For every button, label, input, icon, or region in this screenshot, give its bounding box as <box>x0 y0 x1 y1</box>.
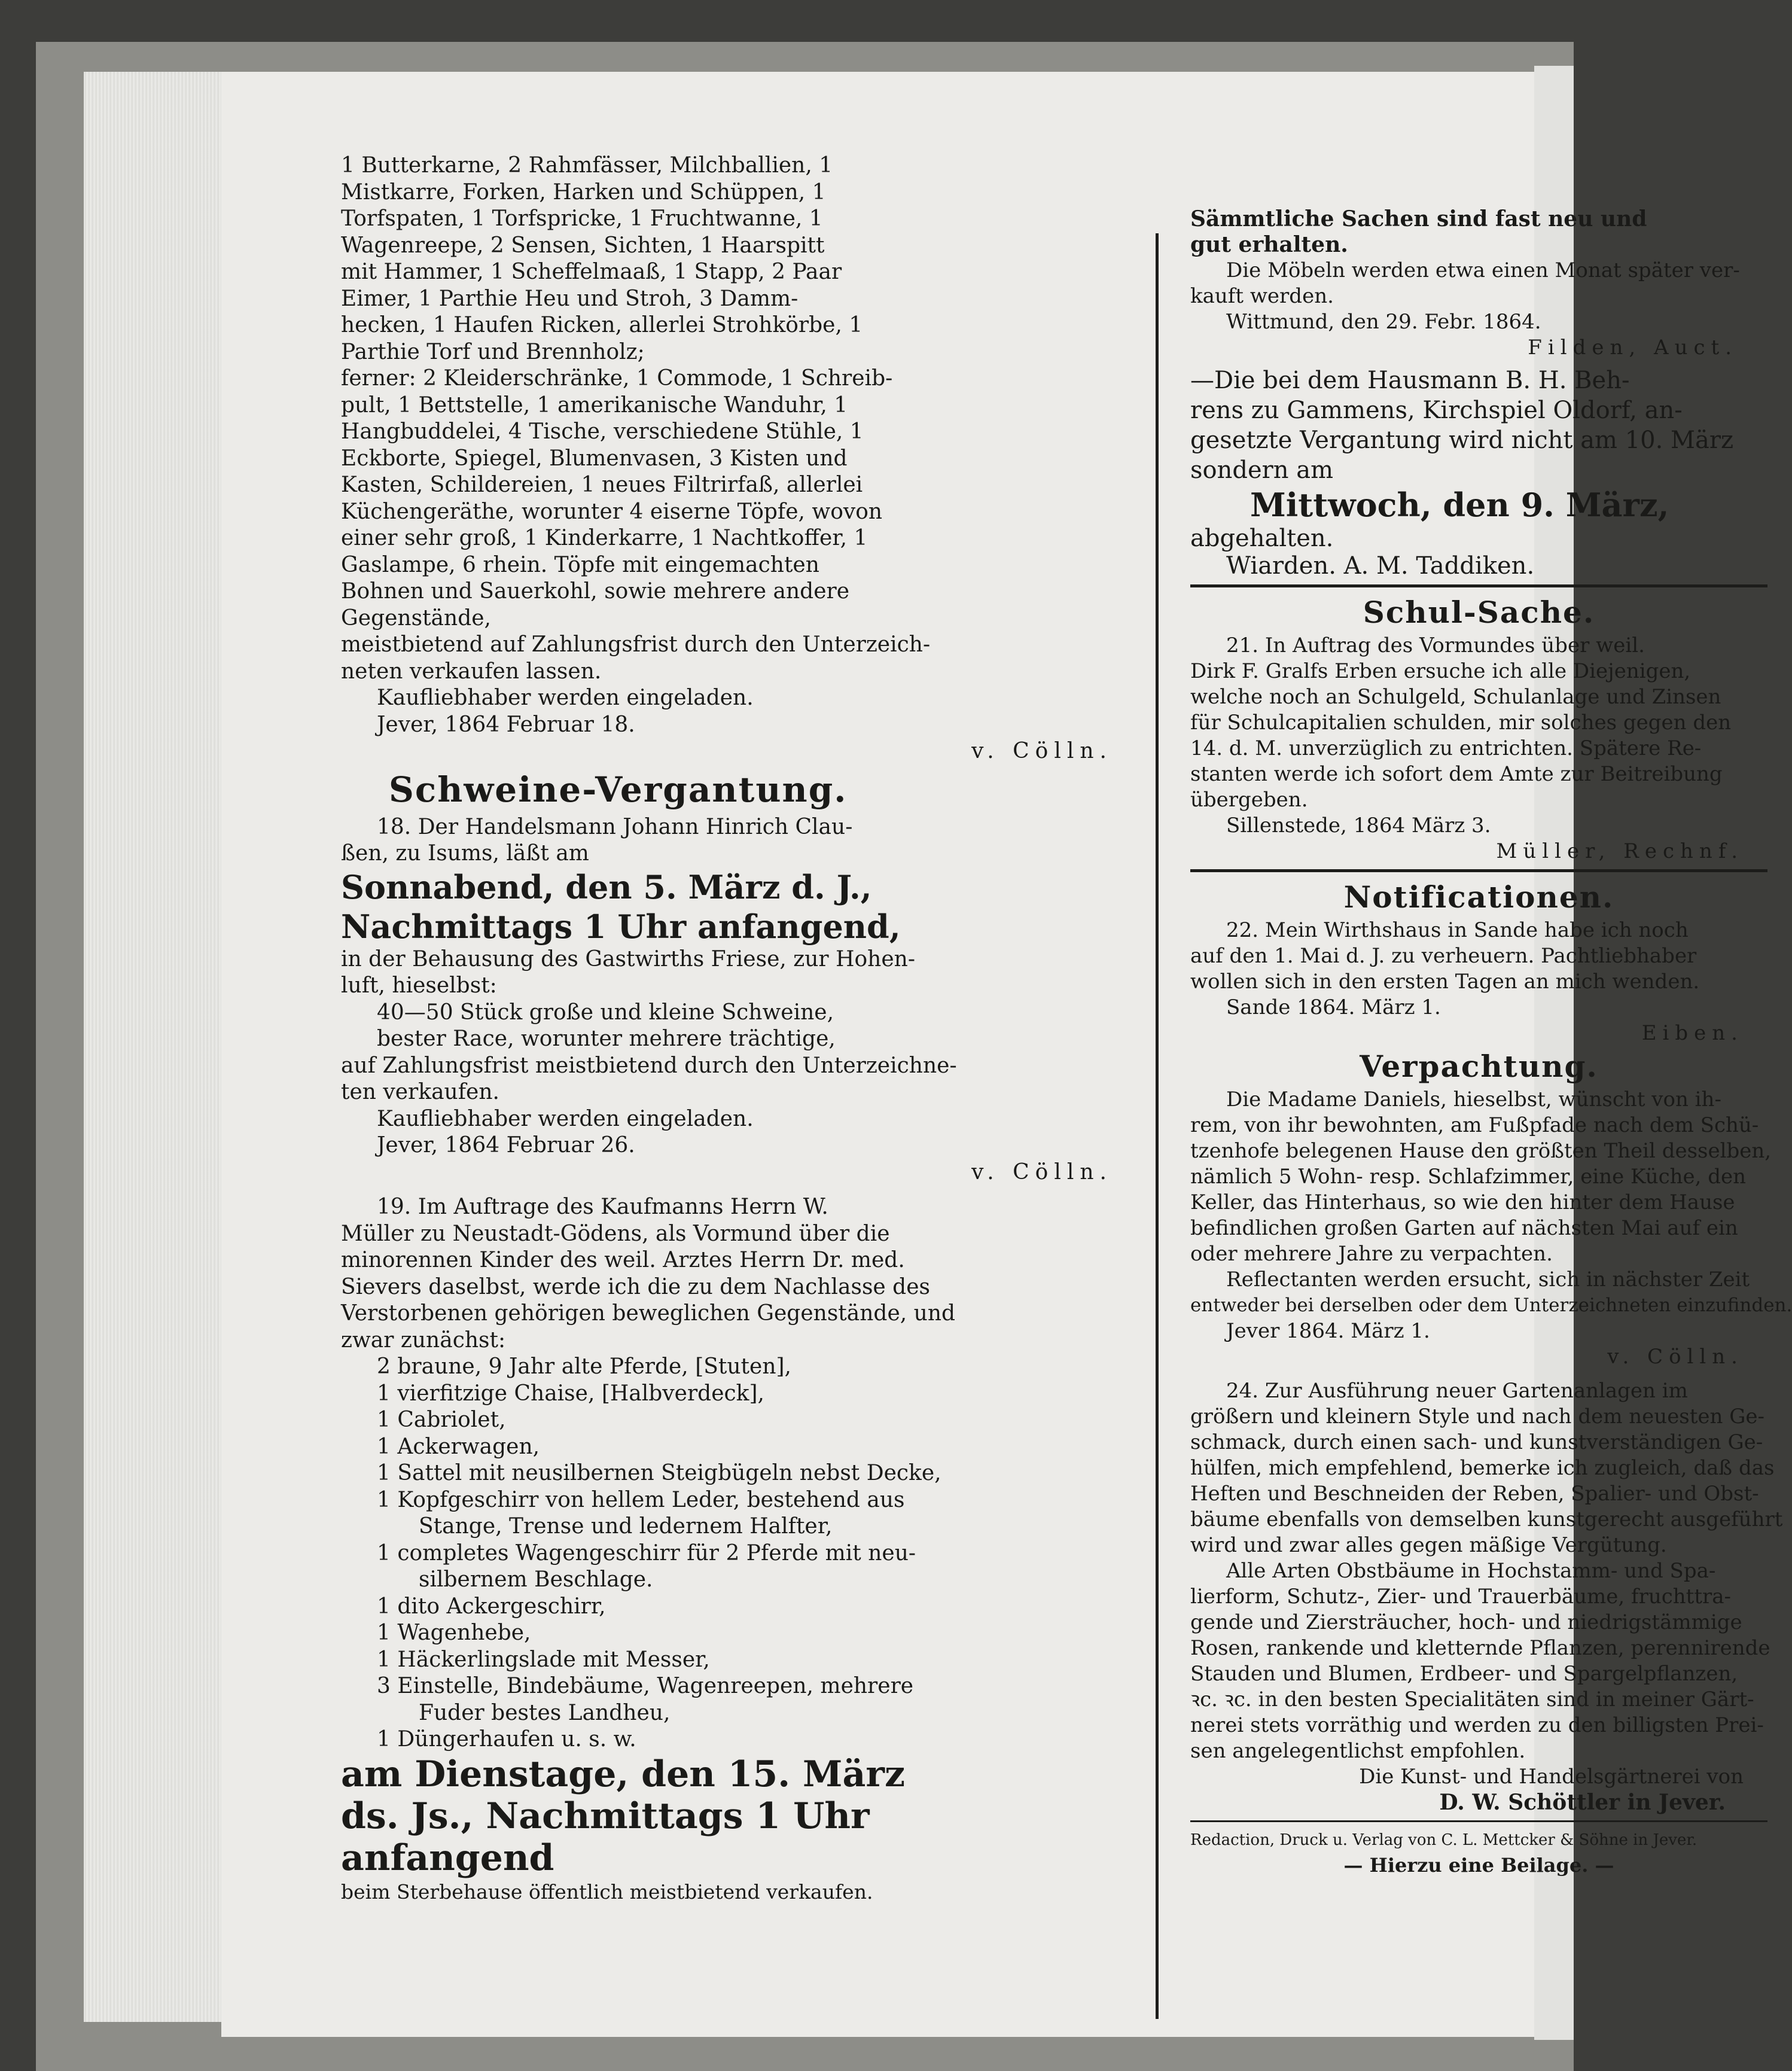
text-line: nerei stets vorräthig und werden zu den billigsten Prei- <box>1190 1713 1764 1737</box>
list-item: 2 braune, 9 Jahr alte Pferde, [Stuten], <box>377 1354 791 1379</box>
list-item: silbernem Beschlage. <box>419 1567 653 1592</box>
text-line: auf den 1. Mai d. J. zu verheuern. Pachtliebhaber <box>1190 944 1697 968</box>
text-line: Die Madame Daniels, hieselbst, wünscht von ih- <box>1226 1088 1721 1111</box>
text-line: übergeben. <box>1190 788 1308 812</box>
book-page-edges <box>84 72 221 2022</box>
auction-date-line: Mittwoch, den 9. März, <box>1250 486 1669 524</box>
text-line: lierform, Schutz-, Zier- und Trauerbäume, fruchttra- <box>1190 1585 1732 1609</box>
text-line: 21. In Auftrag des Vormundes über weil. <box>1226 634 1645 657</box>
auction-date-line: Sonnabend, den 5. März d. J., <box>341 867 872 906</box>
text-line: 24. Zur Ausführung neuer Gartenanlagen im <box>1226 1379 1688 1403</box>
swine-auction-notice <box>341 814 1148 1186</box>
signature: v. Cölln. <box>971 739 1113 763</box>
text-line: Küchengeräthe, worunter 4 eiserne Töpfe, wovon <box>341 499 883 524</box>
section-heading-swine-auction: Schweine-Vergantung. <box>389 769 848 810</box>
printer-imprint: Redaction, Druck u. Verlag von C. L. Mettcker & Söhne in Jever. <box>1190 1831 1697 1849</box>
text-line: Eimer, 1 Parthie Heu und Stroh, 3 Damm- <box>341 286 799 311</box>
list-item: 1 Cabriolet, <box>377 1408 506 1432</box>
text-line: gesetzte Vergantung wird nicht am 10. März <box>1190 427 1734 454</box>
left-column <box>341 153 1148 1905</box>
text-line: Gegenstände, <box>341 605 491 631</box>
text-line: sen angelegentlichst empfohlen. <box>1190 1739 1526 1763</box>
right-column <box>1190 206 1792 1878</box>
dateline: Jever, 1864 Februar 26. <box>377 1133 635 1158</box>
text-line: Kaufliebhaber werden eingeladen. <box>377 686 754 710</box>
text-line: Die Kunst- und Handelsgärtnerei von <box>1359 1765 1744 1789</box>
list-item: Fuder bestes Landheu, <box>419 1700 671 1725</box>
text-line: ꝛc. ꝛc. in den besten Specialitäten sind in meiner Gärt- <box>1190 1688 1754 1711</box>
signature: Müller, Rechnf. <box>1496 839 1744 863</box>
text-line: pult, 1 Bettstelle, 1 amerikanische Wanduhr, 1 <box>341 392 848 418</box>
text-line: schmack, durch einen sach- und kunstverständigen Ge- <box>1190 1430 1763 1454</box>
text-line: einer sehr groß, 1 Kinderkarre, 1 Nachtkoffer, 1 <box>341 526 868 550</box>
text-line: bester Race, worunter mehrere trächtige, <box>377 1027 836 1051</box>
text-line: ßen, zu Isums, läßt am <box>341 841 589 866</box>
auction-list-continued <box>341 153 1148 765</box>
text-line: rens zu Gammens, Kirchspiel Oldorf, an- <box>1190 397 1683 424</box>
text-line: Heften und Beschneiden der Reben, Spalier- und Obst- <box>1190 1482 1759 1506</box>
newspaper-page <box>221 72 1792 2037</box>
list-item: 1 Wagenhebe, <box>377 1621 531 1645</box>
text-line: Alle Arten Obstbäume in Hochstamm- und Spa- <box>1226 1559 1716 1583</box>
dateline: Sillenstede, 1864 März 3. <box>1226 814 1491 837</box>
text-line: ten verkaufen. <box>341 1080 499 1104</box>
dateline: Wittmund, den 29. Febr. 1864. <box>1226 310 1541 334</box>
text-line: —Die bei dem Hausmann B. H. Beh- <box>1190 367 1630 394</box>
auction-time-line: Nachmittags 1 Uhr anfangend, <box>341 907 901 946</box>
text-line: zwar zunächst: <box>341 1327 506 1353</box>
section-heading-lease: Verpachtung. <box>1360 1049 1598 1084</box>
estate-auction-notice <box>341 1194 1148 1905</box>
text-line: nämlich 5 Wohn- resp. Schlafzimmer, eine Küche, den <box>1190 1165 1747 1189</box>
text-line: tzenhofe belegenen Hause den größten Theil desselben, <box>1190 1139 1772 1163</box>
postponement-notice <box>1190 366 1767 580</box>
text-line: beim Sterbehause öffentlich meistbietend verkaufen. <box>341 1880 873 1904</box>
list-item: 1 Kopfgeschirr von hellem Leder, bestehend aus <box>377 1487 905 1512</box>
text-line: gende und Ziersträucher, hoch- und niedrigstämmige <box>1190 1610 1742 1634</box>
text-line: bäume ebenfalls von demselben kunstgerecht ausgeführt <box>1190 1507 1783 1531</box>
list-item: 1 Häckerlingslade mit Messer, <box>377 1647 710 1672</box>
text-line: ferner: 2 Kleiderschränke, 1 Commode, 1 Schreib- <box>341 366 893 391</box>
list-item: 1 Ackerwagen, <box>377 1434 540 1459</box>
column-divider <box>1156 233 1159 2019</box>
text-line: auf Zahlungsfrist meistbietend durch den Unterzeichne- <box>341 1053 957 1078</box>
signature: D. W. Schöttler in Jever. <box>1439 1790 1726 1815</box>
house-lease-notice <box>1190 1087 1792 1370</box>
list-item: Stange, Trense und ledernem Halfter, <box>419 1514 833 1539</box>
text-line: hecken, 1 Haufen Ricken, allerlei Strohkörbe, 1 <box>341 313 863 337</box>
text-line: für Schulcapitalien schulden, mir solches gegen den <box>1190 711 1732 735</box>
text-line: wird und zwar alles gegen mäßige Vergütung. <box>1190 1533 1667 1557</box>
text-line: oder mehrere Jahre zu verpachten. <box>1190 1242 1553 1266</box>
text-line: welche noch an Schulgeld, Schulanlage und Zinsen <box>1190 685 1721 709</box>
text-line: 22. Mein Wirthshaus in Sande habe ich noch <box>1226 918 1689 942</box>
dateline: Jever, 1864 Februar 18. <box>377 712 635 737</box>
auction-date-line: am Dienstage, den 15. März <box>341 1753 906 1795</box>
signature: Filden, Auct. <box>1528 336 1738 360</box>
text-line: in der Behausung des Gastwirths Friese, zur Hohen- <box>341 946 915 971</box>
text-line: Parthie Torf und Brennholz; <box>341 339 645 364</box>
list-item: 1 Sattel mit neusilbernen Steigbügeln nebst Decke, <box>377 1461 941 1485</box>
text-line: Sämmtliche Sachen sind fast neu und <box>1190 206 1647 232</box>
signature: v. Cölln. <box>1607 1345 1744 1369</box>
text-line: Torfspaten, 1 Torfspricke, 1 Fruchtwanne, 1 <box>341 206 823 231</box>
school-notice <box>1190 633 1767 864</box>
text-line: 19. Im Auftrage des Kaufmanns Herrn W. <box>377 1195 828 1219</box>
text-line: Kasten, Schildereien, 1 neues Filtrirfaß, allerlei <box>341 473 863 497</box>
text-line: Keller, das Hinterhaus, so wie den hinter dem Hause <box>1190 1190 1735 1214</box>
text-line: 1 Butterkarne, 2 Rahmfässer, Milchballien, 1 <box>341 153 833 178</box>
text-line: luft, hieselbst: <box>341 973 497 998</box>
supplement-notice: — Hierzu eine Beilage. — <box>1343 1854 1614 1877</box>
text-line: rem, von ihr bewohnten, am Fußpfade nach dem Schü- <box>1190 1113 1759 1137</box>
garden-notice <box>1190 1378 1783 1816</box>
list-item: 1 Düngerhaufen u. s. w. <box>377 1727 636 1752</box>
list-item: 1 dito Ackergeschirr, <box>377 1594 606 1619</box>
signature: Wiarden. A. M. Taddiken. <box>1226 552 1535 580</box>
text-line: Müller zu Neustadt-Gödens, als Vormund über die <box>341 1221 890 1246</box>
text-line: 18. Der Handelsmann Johann Hinrich Clau- <box>377 814 853 839</box>
text-line: sondern am <box>1190 456 1334 484</box>
text-line: Eckborte, Spiegel, Blumenvasen, 3 Kisten und <box>341 446 848 471</box>
text-line: abgehalten. <box>1190 525 1334 552</box>
text-line: 40—50 Stück große und kleine Schweine, <box>377 1000 834 1025</box>
section-heading-school: Schul-Sache. <box>1363 595 1595 630</box>
section-heading-notifications: Notificationen. <box>1343 879 1614 915</box>
dateline: Jever 1864. März 1. <box>1226 1319 1430 1343</box>
section-divider <box>1190 869 1767 872</box>
text-line: Kaufliebhaber werden eingeladen. <box>377 1106 754 1131</box>
text-line: Bohnen und Sauerkohl, sowie mehrere andere <box>341 579 850 604</box>
text-line: kauft werden. <box>1190 284 1334 308</box>
text-line: Die Möbeln werden etwa einen Monat später ver- <box>1226 258 1740 282</box>
text-line: befindlichen großen Garten auf nächsten Mai auf ein <box>1190 1216 1738 1240</box>
text-line: Hangbuddelei, 4 Tische, verschiedene Stühle, 1 <box>341 419 864 444</box>
auction-date-line: ds. Js., Nachmittags 1 Uhr <box>341 1795 870 1837</box>
list-item: 1 completes Wagengeschirr für 2 Pferde mit neu- <box>377 1540 916 1566</box>
text-line: Rosen, rankende und kletternde Pflanzen, perennirende <box>1190 1636 1770 1660</box>
text-line: größern und kleinern Style und nach dem neuesten Ge- <box>1190 1405 1765 1429</box>
text-line: neten verkaufen lassen. <box>341 659 602 684</box>
auction-notice-end <box>1190 206 1767 361</box>
text-line: Stauden und Blumen, Erdbeer- und Spargelpflanzen, <box>1190 1662 1738 1686</box>
list-item: 1 vierfitzige Chaise, [Halbverdeck], <box>377 1381 764 1406</box>
text-line: mit Hammer, 1 Scheffelmaaß, 1 Stapp, 2 Paar <box>341 260 842 284</box>
text-line: entweder bei derselben oder dem Unterzeichneten einzufinden. <box>1190 1295 1792 1316</box>
text-line: stanten werde ich sofort dem Amte zur Beitreibung <box>1190 762 1723 786</box>
text-line: Mistkarre, Forken, Harken und Schüppen, 1 <box>341 179 826 205</box>
text-line: meistbietend auf Zahlungsfrist durch den Unterzeich- <box>341 632 931 657</box>
list-item: 3 Einstelle, Bindebäume, Wagenreepen, mehrere <box>377 1674 914 1698</box>
text-line: Reflectanten werden ersucht, sich in nächster Zeit <box>1226 1268 1750 1292</box>
text-line: Wagenreepe, 2 Sensen, Sichten, 1 Haarspitt <box>341 233 825 258</box>
dateline: Sande 1864. März 1. <box>1226 995 1441 1019</box>
text-line: wollen sich in den ersten Tagen an mich wenden. <box>1190 970 1700 994</box>
inn-lease-notice <box>1190 918 1767 1046</box>
text-line: Verstorbenen gehörigen beweglichen Gegenstände, und <box>341 1301 956 1326</box>
imprint-divider <box>1190 1820 1767 1822</box>
text-line: Gaslampe, 6 rhein. Töpfe mit eingemachten <box>341 552 819 577</box>
text-line: hülfen, mich empfehlend, bemerke ich zugleich, daß das <box>1190 1456 1775 1480</box>
text-line: minorennen Kinder des weil. Arztes Herrn Dr. med. <box>341 1248 905 1272</box>
text-line: Sievers daselbst, werde ich die zu dem Nachlasse des <box>341 1274 930 1299</box>
section-divider <box>1190 584 1767 587</box>
signature: v. Cölln. <box>971 1159 1113 1184</box>
text-line: 14. d. M. unverzüglich zu entrichten. Spätere Re- <box>1190 736 1702 760</box>
auction-time-line: anfangend <box>341 1837 554 1879</box>
text-line: Dirk F. Gralfs Erben ersuche ich alle Diejenigen, <box>1190 659 1691 683</box>
signature: Eiben. <box>1641 1021 1744 1045</box>
text-line: gut erhalten. <box>1190 232 1348 257</box>
